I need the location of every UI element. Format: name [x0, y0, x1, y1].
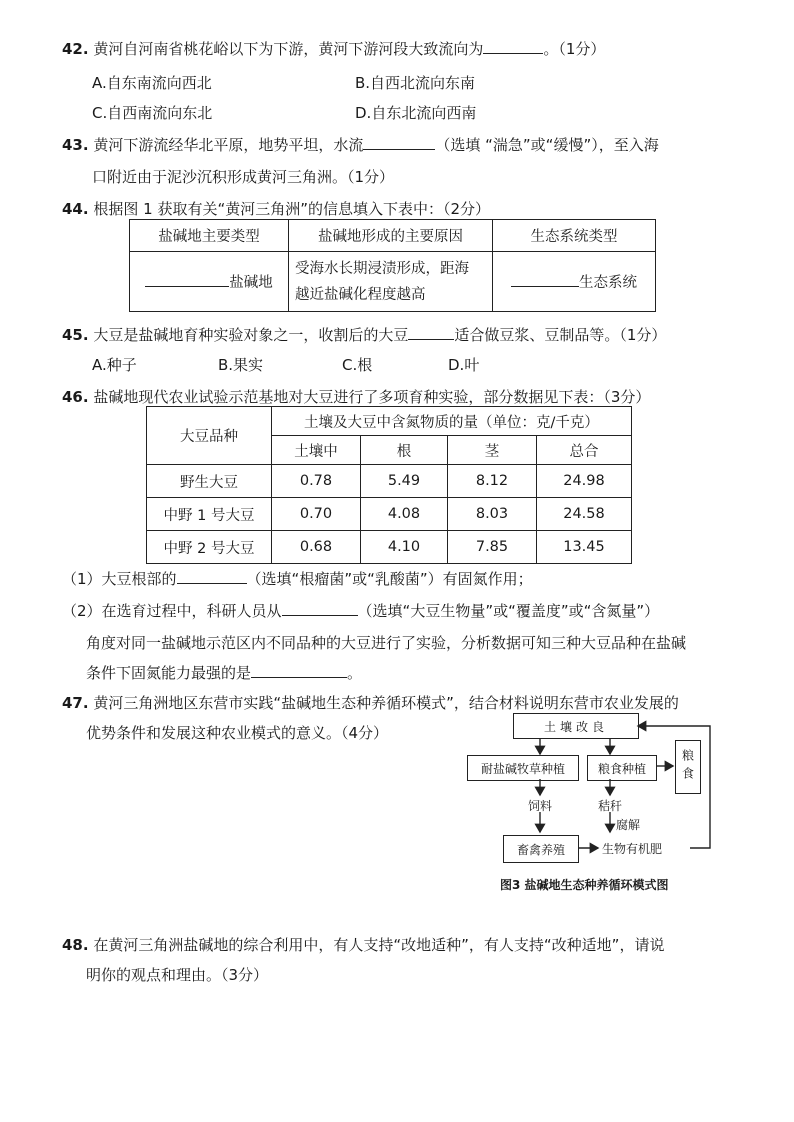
q43-text: 黄河下游流经华北平原，地势平坦，水流: [93, 136, 364, 154]
q46-cell: 4.10: [361, 531, 448, 564]
table-row: [147, 465, 632, 498]
q46-sub1-text-b: （选填“根瘤菌”或“乳酸菌”）有固氮作用；: [246, 570, 533, 588]
figure3-grass-box: 耐盐碱牧草种植: [467, 755, 579, 781]
figure3-fertilizer-label: 生物有机肥: [602, 842, 663, 856]
q46-cell: 4.08: [361, 498, 448, 531]
q46-subheader-stem: 茎: [448, 436, 537, 465]
q45-stem: [62, 324, 666, 345]
q46-cell: 13.45: [537, 531, 632, 564]
q46-subheader-root: 根: [361, 436, 448, 465]
figure3-fodder-label: 饲料: [528, 799, 553, 813]
figure3-soil-box: 土壤改良: [513, 713, 639, 739]
q46-row-name: 中野 1 号大豆: [147, 498, 272, 531]
q45-answer-blank[interactable]: [408, 324, 454, 340]
q46-sub2-line2: 角度对同一盐碱地示范区内不同品种的大豆进行了实验，分析数据可知三种大豆品种在盐碱: [86, 634, 687, 652]
q45-text: 大豆是盐碱地育种实验对象之一，收割后的大豆: [93, 326, 409, 344]
q45-option-d[interactable]: D.叶: [448, 356, 480, 374]
q46-sub2-text: （2）在选育过程中，科研人员从: [62, 602, 282, 620]
q46-cell: 0.78: [272, 465, 361, 498]
q44-ecosystem-suffix: 生态系统: [579, 275, 637, 291]
q44-cause-line1: 受海水长期浸渍形成，距海: [295, 260, 469, 277]
q42-option-b[interactable]: B.自西北流向东南: [355, 74, 476, 92]
q46-cell: 24.98: [537, 465, 632, 498]
q47-stem: [62, 692, 679, 713]
q42-option-a[interactable]: A.自东南流向西北: [92, 74, 212, 92]
q46-sub1-blank[interactable]: [177, 568, 247, 584]
q42-text: 黄河自河南省桃花峪以下为下游，黄河下游河段大致流向为: [93, 40, 484, 58]
q43-stem: [62, 134, 659, 155]
q48-stem: [62, 934, 664, 955]
q46-cell: 7.85: [448, 531, 537, 564]
q48-line1: 在黄河三角洲盐碱地的综合利用中，有人支持“改地适种”，有人支持“改种适地”，请说: [93, 936, 665, 954]
figure3-livestock-box: 畜禽养殖: [503, 835, 579, 863]
q45-number: 45.: [62, 326, 89, 344]
q44-cell-ecosystem: [493, 252, 656, 312]
q46-sub1-text: （1）大豆根部的: [62, 570, 177, 588]
q46-sub2-blank[interactable]: [282, 600, 358, 616]
q44-header-ecosystem: 生态系统类型: [493, 220, 656, 252]
q44-cell-cause: [289, 252, 493, 312]
q44-header-cause: 盐碱地形成的主要原因: [289, 220, 493, 252]
q45-option-c[interactable]: C.根: [342, 356, 373, 374]
q46-sub2: [62, 600, 659, 621]
q42-stem: [62, 38, 605, 59]
q44-text: 根据图 1 获取有关“黄河三角洲”的信息填入下表中：（2分）: [93, 200, 491, 218]
figure3-grain-box: 粮食种植: [587, 755, 657, 781]
q46-subheader-soil: 土壤中: [272, 436, 361, 465]
q43-line2: 口附近由于泥沙沉积形成黄河三角洲。（1分）: [92, 168, 395, 186]
q44-cause-line2: 越近盐碱化程度越高: [295, 286, 426, 303]
q46-sub2-line3-text: 条件下固氮能力最强的是: [86, 664, 252, 682]
q44-cell-type: [130, 252, 289, 312]
q46-cell: 0.70: [272, 498, 361, 531]
q46-row-name: 中野 2 号大豆: [147, 531, 272, 564]
q42-option-d[interactable]: D.自东北流向西南: [355, 104, 477, 122]
q46-number: 46.: [62, 388, 89, 406]
figure3-caption: 图3 盐碱地生态种养循环模式图: [500, 878, 669, 892]
q45-option-b[interactable]: B.果实: [218, 356, 264, 374]
q46-cell: 0.68: [272, 531, 361, 564]
q43-text-b: （选填 “湍急”或“缓慢”），至入海: [435, 136, 659, 154]
table-row: [147, 531, 632, 564]
q42-option-c[interactable]: C.自西南流向东北: [92, 104, 213, 122]
q46-sub1: [62, 568, 533, 589]
q46-header-variety: 大豆品种: [147, 407, 272, 465]
q42-score: 。（1分）: [543, 40, 606, 58]
q46-cell: 8.12: [448, 465, 537, 498]
q46-text: 盐碱地现代农业试验示范基地对大豆进行了多项育种实验，部分数据见下表：（3分）: [93, 388, 651, 406]
q44-stem: [62, 198, 490, 219]
q42-number: 42.: [62, 40, 89, 58]
q45-text-b: 适合做豆浆、豆制品等。（1分）: [454, 326, 667, 344]
q44-header-type: 盐碱地主要类型: [130, 220, 289, 252]
q47-number: 47.: [62, 694, 89, 712]
figure3-straw-label: 秸秆: [598, 799, 623, 813]
q46-sub2-line3: [86, 662, 362, 683]
q43-answer-blank[interactable]: [363, 134, 435, 150]
q48-number: 48.: [62, 936, 89, 954]
q47-line1: 黄河三角洲地区东营市实践“盐碱地生态种养循环模式”，结合材料说明东营市农业发展的: [93, 694, 679, 712]
q44-number: 44.: [62, 200, 89, 218]
q44-ecosystem-blank[interactable]: [511, 272, 579, 288]
q43-number: 43.: [62, 136, 89, 154]
figure3-food-box: 粮食: [675, 740, 701, 794]
figure3-decay-label: 腐解: [616, 818, 641, 832]
q42-answer-blank[interactable]: [483, 38, 543, 54]
q44-type-blank[interactable]: [145, 272, 229, 288]
q46-stem: [62, 386, 650, 407]
q47-line2: 优势条件和发展这种农业模式的意义。（4分）: [86, 724, 389, 742]
q46-subheader-total: 总合: [537, 436, 632, 465]
q46-sub2-line3-blank[interactable]: [251, 662, 347, 678]
q46-header-group: 土壤及大豆中含氮物质的量（单位：克/千克）: [272, 407, 632, 436]
q44-table: [129, 219, 656, 312]
q48-line2: 明你的观点和理由。（3分）: [86, 966, 269, 984]
q46-sub2-line3-end: 。: [347, 664, 363, 682]
q46-cell: 8.03: [448, 498, 537, 531]
q44-type-suffix: 盐碱地: [229, 275, 273, 291]
q46-sub2-text-b: （选填“大豆生物量”或“覆盖度”或“含氮量”）: [357, 602, 660, 620]
table-row: [147, 498, 632, 531]
q46-cell: 24.58: [537, 498, 632, 531]
q46-table: [146, 406, 632, 564]
q45-option-a[interactable]: A.种子: [92, 356, 137, 374]
q46-row-name: 野生大豆: [147, 465, 272, 498]
q46-cell: 5.49: [361, 465, 448, 498]
